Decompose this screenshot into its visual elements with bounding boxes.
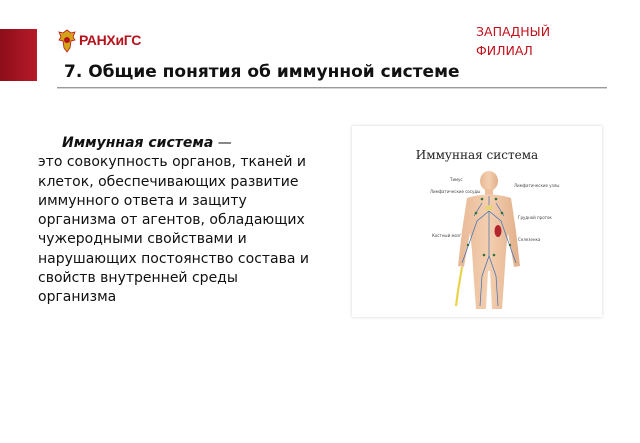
label-bone-marrow: Костный мозг [432,233,462,238]
label-lymph-vessels: Лимфатические сосуды [430,189,481,194]
definition-body: это совокупность органов, тканей и клеток, обеспечивающих развитие иммунного ответа и защиту организма от агентов, обладающих чужеродными свойствами и нарушающих постоянство состава и свойств внутренней среды организма [38,154,310,306]
label-thymus: Тимус [450,177,463,182]
immune-system-figure [352,126,602,317]
label-spleen: Селезенка [518,237,541,242]
eagle-emblem-icon [57,28,77,54]
definition-dash: — [213,135,232,151]
definition-term: Иммунная система [62,135,214,151]
figure-caption: Иммунная система [415,148,539,162]
title-divider [57,87,607,88]
slide-title: 7. Общие понятия об иммунной системе [64,62,460,82]
definition-paragraph [38,134,313,308]
logo-text: РАНХиГС [79,32,142,48]
branch-label [476,22,586,60]
branch-line-2: ФИЛИАЛ [476,43,533,58]
ranepa-logo [57,28,141,58]
label-breast-duct: Грудной проток [518,215,552,220]
label-lymph-nodes: Лимфатические узлы [514,183,560,188]
accent-bar [0,29,37,81]
branch-line-1: ЗАПАДНЫЙ [476,24,551,39]
